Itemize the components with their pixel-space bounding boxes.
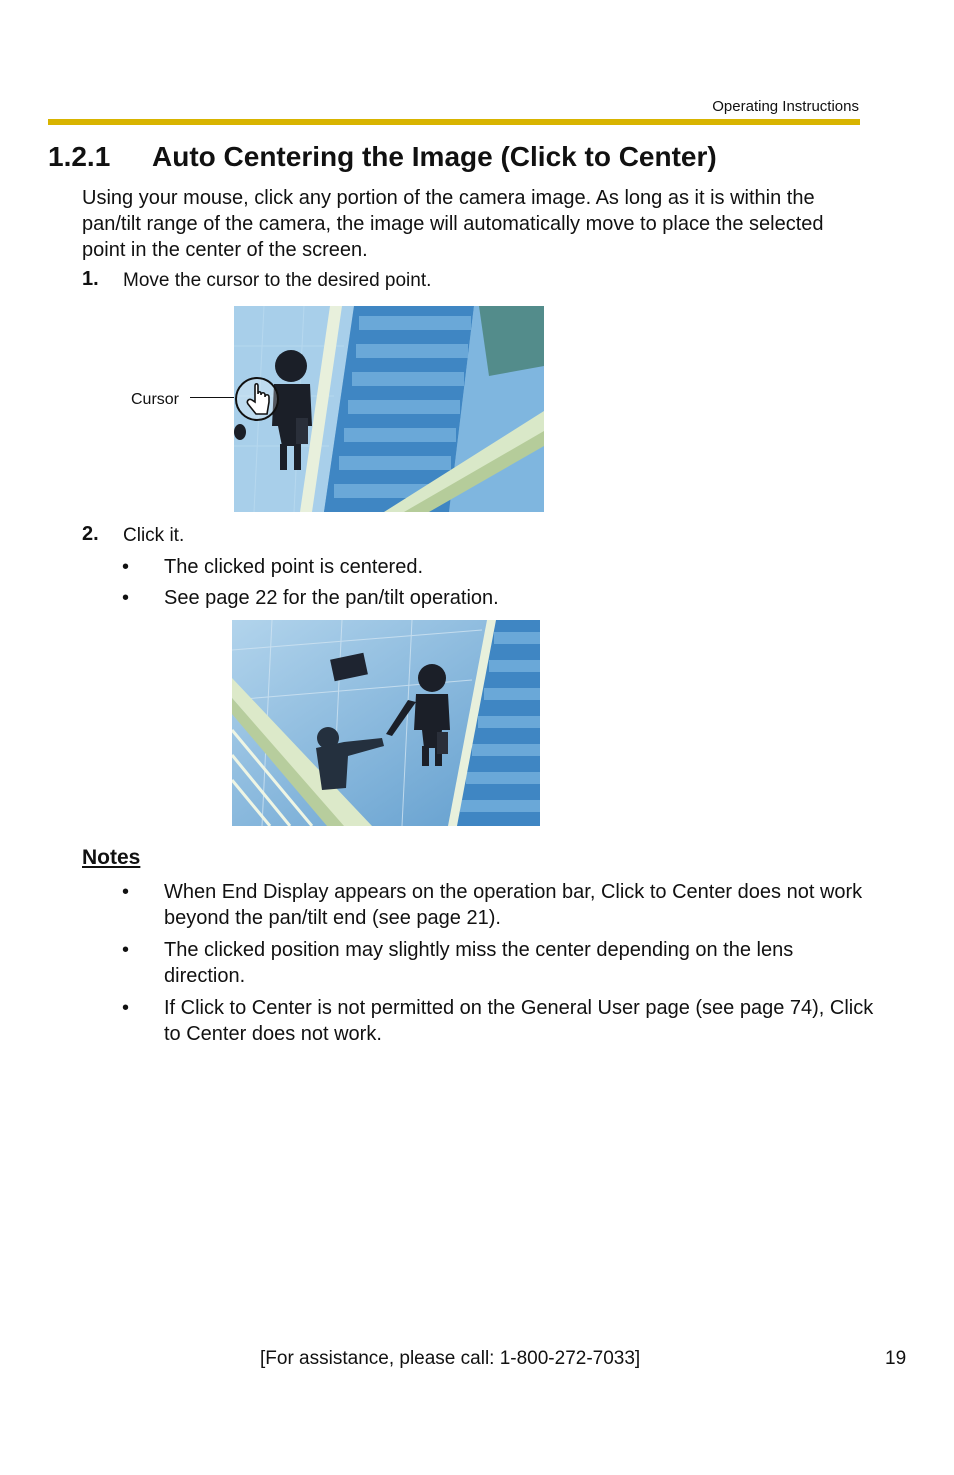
section-number: 1.2.1 bbox=[48, 141, 111, 172]
footer-assistance: [For assistance, please call: 1-800-272-7033] bbox=[260, 1348, 641, 1369]
bullet-marker: • bbox=[122, 939, 130, 961]
note-text: When End Display appears on the operation bar, Click to Center does not work beyond the pan/tilt end (see page 21). bbox=[164, 881, 863, 929]
header-rule bbox=[48, 119, 860, 125]
bullet-marker: • bbox=[122, 556, 130, 578]
note-text: If Click to Center is not permitted on the General User page (see page 74), Click to Center does not work. bbox=[164, 997, 874, 1045]
step-2 bbox=[82, 523, 99, 546]
stairway-scene-before bbox=[234, 306, 544, 512]
step-number: 1. bbox=[82, 268, 99, 290]
section-heading bbox=[48, 141, 717, 173]
step-1-text: Move the cursor to the desired point. bbox=[123, 270, 432, 291]
hand-pointer-icon bbox=[236, 378, 278, 420]
camera-image-before bbox=[234, 306, 544, 512]
running-header: Operating Instructions bbox=[712, 98, 859, 115]
step-2-bullet bbox=[122, 587, 499, 610]
stairway-scene-after bbox=[232, 620, 540, 826]
callout-leader-line bbox=[190, 397, 238, 398]
section-title: Auto Centering the Image (Click to Center) bbox=[152, 141, 717, 172]
step-number: 2. bbox=[82, 523, 99, 545]
page-number: 19 bbox=[885, 1348, 907, 1369]
notes-heading: Notes bbox=[82, 846, 141, 869]
bullet-marker: • bbox=[122, 881, 130, 903]
camera-image-after bbox=[232, 620, 540, 826]
cursor-callout-label: Cursor bbox=[131, 391, 180, 408]
bullet-text: See page 22 for the pan/tilt operation. bbox=[164, 587, 499, 609]
note-item bbox=[122, 879, 872, 931]
bullet-marker: • bbox=[122, 587, 130, 609]
step-2-text: Click it. bbox=[123, 525, 185, 546]
note-text: The clicked position may slightly miss the center depending on the lens direction. bbox=[164, 939, 794, 987]
step-2-bullet bbox=[122, 556, 423, 579]
bullet-marker: • bbox=[122, 997, 130, 1019]
intro-paragraph: Using your mouse, click any portion of the camera image. As long as it is within the pan/tilt range of the camera, the image will automatically move to place the selected point in the center of the screen. bbox=[82, 187, 824, 261]
bullet-text: The clicked point is centered. bbox=[164, 556, 424, 578]
step-1 bbox=[82, 268, 99, 291]
note-item bbox=[122, 995, 872, 1047]
note-item bbox=[122, 937, 872, 989]
